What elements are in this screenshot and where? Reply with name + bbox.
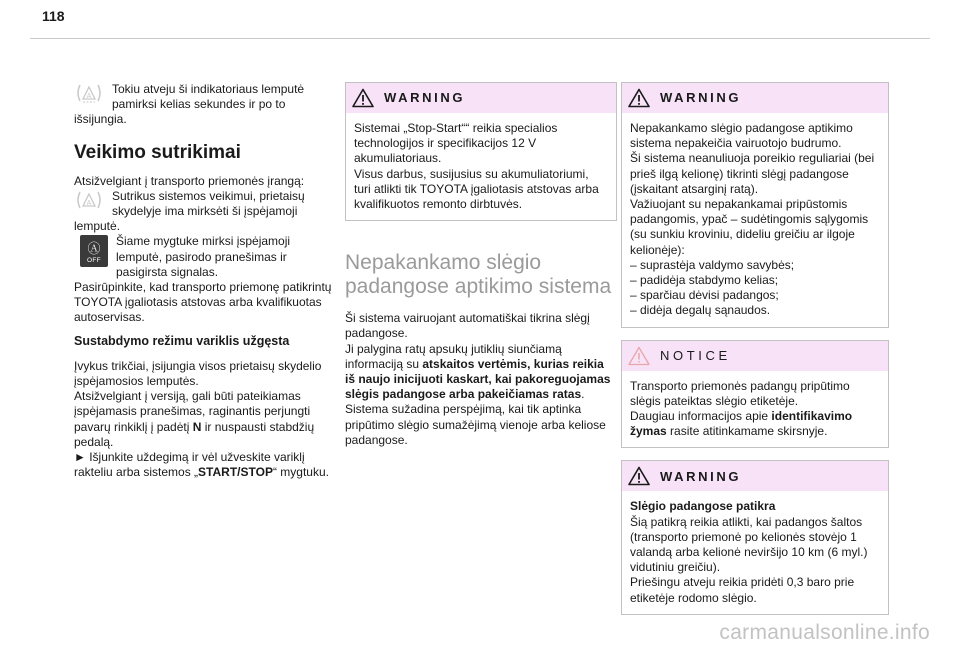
warning-dash-item: – suprastėja valdymo savybės; — [630, 257, 795, 272]
svg-text:A: A — [86, 199, 92, 207]
section-body — [345, 311, 617, 448]
body-p3: Sistema sužadina perspėjimą, kai tik aptinka pripūtimo slėgio sumažėjimą vienoje arba keliose padangose. — [345, 402, 606, 447]
warning-dash-item: – padidėja stabdymo kelias; — [630, 273, 779, 288]
column-left — [74, 82, 336, 480]
body-p1: Įvykus trikčiai, įsijungia visos prietaisų skydelio įspėjamosios lemputės. — [74, 358, 322, 389]
notice-box — [621, 340, 889, 449]
check-paragraph: Pasirūpinkite, kad transporto priemonę patikrintų TOYOTA įgaliotasis atstovas arba kvalifikuotas autoservisas. — [74, 280, 332, 325]
watermark: carmanualsonline.info — [719, 621, 930, 644]
warning-box-2 — [621, 460, 889, 614]
warning-line: Važiuojant su nepakankamai pripūstomis padangomis, ypač – sudėtingomis sąlygomis (su sunkiu kroviniu, dideliu greičiu ar ilgoje kelionėje): — [630, 197, 869, 257]
warning-box-1 — [621, 82, 889, 328]
malfunction-item-2: Ⓐ OFF Šiame mygtuke mirksi įspėjamoji lemputė, pasirodo pranešimas ir pasigirsta signalas. — [74, 234, 336, 280]
warning-box — [345, 82, 617, 221]
warning-header — [622, 83, 888, 113]
warning-text-2: Visus darbus, susijusius su akumuliatoriumi, turi atlikti tik TOYOTA įgaliotasis atstovas arba kvalifikuotos remonto dirbtuvės. — [354, 166, 599, 212]
header-divider — [30, 38, 930, 39]
body-p3: ► Išjunkite uždegimą ir vėl užveskite variklį rakteliu arba sistemos „START/STOP“ mygtuku. — [74, 450, 329, 480]
svg-text:A: A — [86, 93, 92, 100]
notice-label: NOTICE — [660, 348, 731, 364]
warning-line: Ši sistema neanuliuoja poreikio reguliariai (bei prieš ilgą kelionę) tikrinti slėgį padangose (įskaitant atsarginį ratą). — [630, 151, 875, 196]
section-heading: Veikimo sutrikimai — [74, 141, 241, 163]
intro-text: Tokiu atveju ši indikatoriaus lemputė pamirksi kelias sekundes ir po to išsijungia. — [74, 82, 305, 127]
notice-text-2: Daugiau informacijos apie identifikavimo žymas rasite atitinkamame skirsnyje. — [630, 409, 853, 439]
notice-triangle-icon — [628, 346, 650, 366]
stop-start-off-button-icon: Ⓐ OFF — [80, 235, 108, 267]
warning-text-1: Šią patikrą reikia atlikti, kai padangos šaltos (transporto priemonė po kelionės stovėjo 1 valandą arba kelionė neviršijo 10 km (6 myl.) vidutiniu greičiu). — [630, 514, 868, 575]
intro-paragraph — [74, 82, 336, 128]
notice-header — [622, 341, 888, 371]
warning-label: WARNING — [660, 468, 742, 484]
lead-text: Atsižvelgiant į transporto priemonės įrangą: — [74, 173, 305, 188]
body-p2: Atsižvelgiant į versiją, gali būti pateikiamas įspėjamasis pranešimas, raginantis perjungti pavarų rinkiklį į padėtį N ir nuspausti stabdžių pedalą. — [74, 389, 315, 449]
warning-text-2: Priešingu atveju reikia pridėti 0,3 baro prie etiketėje rodomo slėgio. — [630, 575, 855, 605]
body-p1: Ši sistema vairuojant automatiškai tikrina slėgį padangose. — [345, 311, 590, 341]
notice-text-1: Transporto priemonės padangų pripūtimo slėgis pateiktas slėgio etiketėje. — [630, 378, 850, 408]
warning-line: Nepakankamo slėgio padangose aptikimo sistema nepakeičia vairuotojo budrumo. — [630, 121, 853, 151]
column-right — [621, 82, 889, 615]
warning-text-1: Sistemai „Stop-Start““ reikia specialios technologijos ir specifikacijos 12 V akumuliatoriaus. — [354, 121, 558, 166]
column-middle — [345, 82, 617, 448]
tire-pressure-warning-icon — [74, 189, 112, 213]
warning-triangle-icon — [628, 466, 650, 486]
warning-header — [346, 83, 616, 113]
tire-pressure-warning-icon — [74, 82, 112, 110]
warning-label: WARNING — [660, 90, 742, 106]
malfunction-item-1: A Sutrikus sistemos veikimui, prietaisų skydelyje ima mirksėti ši įspėjamoji lemputė. — [74, 188, 305, 234]
warning-header — [622, 461, 888, 491]
page-number: 118 — [42, 8, 65, 24]
section-title: Nepakankamo slėgio padangose aptikimo sistema — [345, 251, 612, 299]
subheading: Sustabdymo režimu variklis užgęsta — [74, 333, 290, 348]
warning-dash-item: – didėja degalų sąnaudos. — [630, 303, 771, 318]
warning-triangle-icon — [628, 88, 650, 108]
warning-triangle-icon — [352, 88, 374, 108]
warning-label: WARNING — [384, 90, 466, 106]
warning-dash-item: – sparčiau dėvisi padangos; — [630, 288, 779, 303]
body-p2: Ji palygina ratų apsukų jutiklių siunčiamą informaciją su atskaitos vertėmis, kurias reikia iš naujo inicijuoti kaskart, kai pakoreguojamas slėgis padangose arba pakeičiamas ratas. — [345, 341, 611, 402]
warning-heading: Slėgio padangose patikra — [630, 499, 776, 514]
